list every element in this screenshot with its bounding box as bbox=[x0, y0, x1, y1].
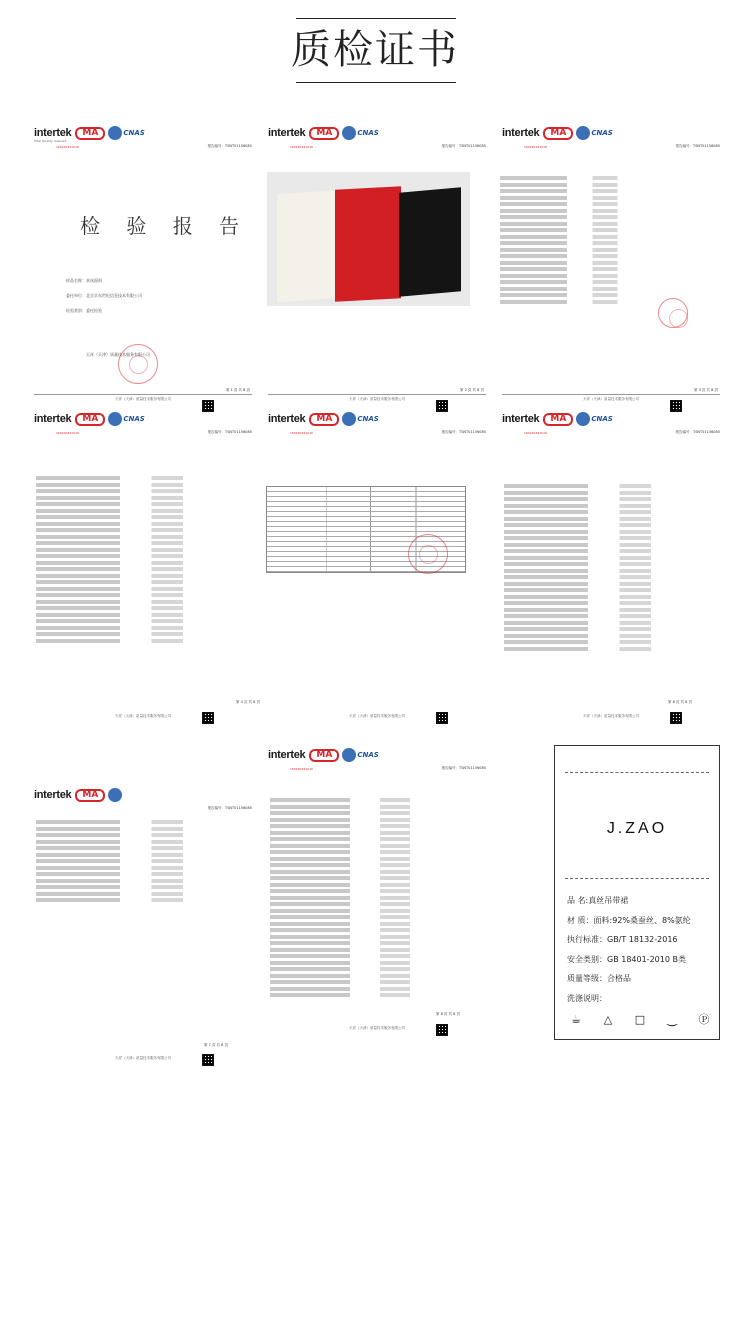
report-page-5 bbox=[30, 404, 256, 689]
ma-logo: MA bbox=[543, 127, 573, 140]
cnas-logo: CNAS bbox=[591, 129, 613, 137]
ilac-logo bbox=[108, 126, 122, 140]
care-title: 洗涤说明： bbox=[567, 994, 607, 1003]
ilac-logo bbox=[108, 412, 122, 426]
page-number: 第 6 页 共 8 页 bbox=[668, 700, 693, 704]
report-logos bbox=[34, 412, 145, 426]
footer-rule bbox=[502, 394, 720, 395]
page-number: 第 8 页 共 8 页 bbox=[436, 1012, 461, 1016]
fabric-photo bbox=[267, 172, 470, 306]
test-result-rows bbox=[504, 484, 714, 653]
white-fabric-swatch bbox=[277, 190, 341, 302]
test-result-rows bbox=[36, 476, 246, 645]
footer-company: 天祥（天津）质量技术服务有限公司 bbox=[349, 714, 405, 718]
report-page-1 bbox=[30, 118, 256, 403]
ma-logo: MA bbox=[75, 789, 105, 802]
report-number: 报告编号：TSNT01156085 bbox=[441, 430, 486, 434]
red-fabric-swatch bbox=[335, 186, 401, 301]
page-number: 第 4 页 共 8 页 bbox=[236, 700, 261, 704]
intertek-logo: intertek bbox=[268, 127, 306, 139]
cert-number: 160220341016 bbox=[524, 431, 547, 435]
ma-logo: MA bbox=[309, 413, 339, 426]
report-page-6 bbox=[498, 404, 724, 689]
page-header bbox=[0, 18, 750, 82]
footer-company: 天祥（天津）质量技术服务有限公司 bbox=[349, 1026, 405, 1030]
qr-code bbox=[202, 712, 214, 724]
report-number: 报告编号：TSNT01156085 bbox=[207, 430, 252, 434]
lab-seal bbox=[658, 298, 688, 328]
standard: 执行标准：GB/T 18132-2016 bbox=[567, 935, 678, 945]
client-name: 委托单位：北京京东世纪信息技术有限公司 bbox=[66, 293, 142, 298]
care-icons bbox=[567, 1013, 713, 1027]
label-dash-top bbox=[565, 772, 709, 773]
cnas-logo: CNAS bbox=[357, 129, 379, 137]
cover-title: 检 验 报 告 bbox=[80, 214, 250, 238]
sample-name: 样品名称：真丝面料 bbox=[66, 278, 102, 283]
qr-code bbox=[202, 400, 214, 412]
ilac-logo bbox=[342, 748, 356, 762]
lab-seal bbox=[118, 344, 158, 384]
safety-class: 安全类别：GB 18401-2010 B类 bbox=[567, 954, 686, 964]
page-number: 第 7 页 共 8 页 bbox=[204, 1043, 229, 1047]
report-logos bbox=[268, 412, 379, 426]
report-logos bbox=[34, 788, 122, 802]
report-logos bbox=[268, 748, 379, 762]
intertek-logo: intertek bbox=[268, 413, 306, 425]
report-number: 报告编号：TSNT01156085 bbox=[207, 806, 252, 810]
report-page-3 bbox=[498, 118, 724, 403]
care-label bbox=[554, 745, 720, 1040]
header-rule-bottom bbox=[296, 82, 456, 83]
header-rule-top bbox=[296, 18, 456, 19]
report-page-7 bbox=[30, 780, 256, 1020]
lab-name: 天祥（天津）质量技术服务有限公司 bbox=[86, 352, 150, 357]
intertek-logo: intertek bbox=[34, 127, 72, 139]
ma-logo: MA bbox=[75, 127, 105, 140]
ilac-logo bbox=[576, 126, 590, 140]
report-logos bbox=[34, 126, 145, 140]
lab-seal bbox=[408, 534, 448, 574]
test-type: 检验类别：委托检验 bbox=[66, 308, 102, 313]
intertek-logo: intertek bbox=[502, 413, 540, 425]
qr-code bbox=[670, 712, 682, 724]
test-result-rows bbox=[270, 798, 470, 1000]
qr-code bbox=[202, 1054, 214, 1066]
intertek-logo: intertek bbox=[34, 413, 72, 425]
no-bleach-icon: △ bbox=[603, 1013, 613, 1026]
test-result-rows bbox=[36, 820, 246, 905]
report-page-8 bbox=[264, 740, 490, 1010]
intertek-tagline: Total Quality. Assured. bbox=[34, 139, 68, 143]
footer-company: 天祥（天津）质量技术服务有限公司 bbox=[115, 397, 171, 401]
qr-code bbox=[436, 1024, 448, 1036]
cert-number: 160220341016 bbox=[290, 145, 313, 149]
ilac-logo bbox=[342, 412, 356, 426]
report-number: 报告编号：TSNT01156085 bbox=[441, 144, 486, 148]
intertek-logo: intertek bbox=[34, 789, 72, 801]
ma-logo: MA bbox=[75, 413, 105, 426]
cert-number: 160220341016 bbox=[524, 145, 547, 149]
ma-logo: MA bbox=[309, 127, 339, 140]
footer-rule bbox=[34, 394, 252, 395]
label-dash-middle bbox=[565, 878, 709, 879]
report-logos bbox=[502, 412, 613, 426]
quality-grade: 质量等级：合格品 bbox=[567, 974, 631, 984]
qr-code bbox=[436, 712, 448, 724]
intertek-logo: intertek bbox=[502, 127, 540, 139]
footer-company: 天祥（天津）质量技术服务有限公司 bbox=[349, 397, 405, 401]
cnas-logo: CNAS bbox=[123, 415, 145, 423]
report-logos bbox=[502, 126, 613, 140]
dry-clean-icon: Ⓟ bbox=[698, 1013, 710, 1026]
cnas-logo: CNAS bbox=[123, 129, 145, 137]
report-number: 报告编号：TSNT01156085 bbox=[441, 766, 486, 770]
ilac-logo bbox=[576, 412, 590, 426]
page-title: 质检证书 bbox=[291, 27, 459, 73]
report-number: 报告编号：TSNT01156085 bbox=[675, 430, 720, 434]
page-number: 第 2 页 共 8 页 bbox=[459, 388, 484, 392]
material: 材 质：面料:92%桑蚕丝、8%氨纶 bbox=[567, 915, 691, 925]
footer-company: 天祥（天津）质量技术服务有限公司 bbox=[115, 1056, 171, 1060]
brand-logo: J.ZAO bbox=[606, 820, 668, 837]
report-number: 报告编号：TSNT01156085 bbox=[675, 144, 720, 148]
iron-icon: ⏝ bbox=[666, 1013, 678, 1026]
ilac-logo bbox=[342, 126, 356, 140]
footer-company: 天祥（天津）质量技术服务有限公司 bbox=[583, 397, 639, 401]
tumble-dry-icon: □ bbox=[634, 1013, 646, 1026]
page-number: 第 3 页 共 8 页 bbox=[693, 388, 718, 392]
label-info bbox=[567, 891, 691, 989]
ilac-logo bbox=[108, 788, 122, 802]
hand-wash-icon: ☕ bbox=[571, 1013, 581, 1026]
footer-company: 天祥（天津）质量技术服务有限公司 bbox=[115, 714, 171, 718]
info-rows bbox=[500, 176, 668, 306]
ma-logo: MA bbox=[309, 749, 339, 762]
cnas-logo: CNAS bbox=[357, 751, 379, 759]
intertek-logo: intertek bbox=[268, 749, 306, 761]
cnas-logo: CNAS bbox=[591, 415, 613, 423]
cert-number: 160220341016 bbox=[290, 431, 313, 435]
product-name: 品 名:真丝吊带裙 bbox=[567, 896, 629, 905]
page-number: 第 1 页 共 8 页 bbox=[225, 388, 250, 392]
black-fabric-swatch bbox=[399, 187, 461, 296]
cnas-logo: CNAS bbox=[357, 415, 379, 423]
report-number: 报告编号：TSNT01156085 bbox=[207, 144, 252, 148]
report-page-4 bbox=[264, 404, 490, 689]
footer-company: 天祥（天津）质量技术服务有限公司 bbox=[583, 714, 639, 718]
cert-number: 160220341016 bbox=[56, 431, 79, 435]
report-logos bbox=[268, 126, 379, 140]
qr-code bbox=[670, 400, 682, 412]
qr-code bbox=[436, 400, 448, 412]
ma-logo: MA bbox=[543, 413, 573, 426]
footer-rule bbox=[268, 394, 486, 395]
cert-number: 160220341016 bbox=[290, 767, 313, 771]
cert-number: 160220341016 bbox=[56, 145, 79, 149]
report-page-2 bbox=[264, 118, 490, 403]
